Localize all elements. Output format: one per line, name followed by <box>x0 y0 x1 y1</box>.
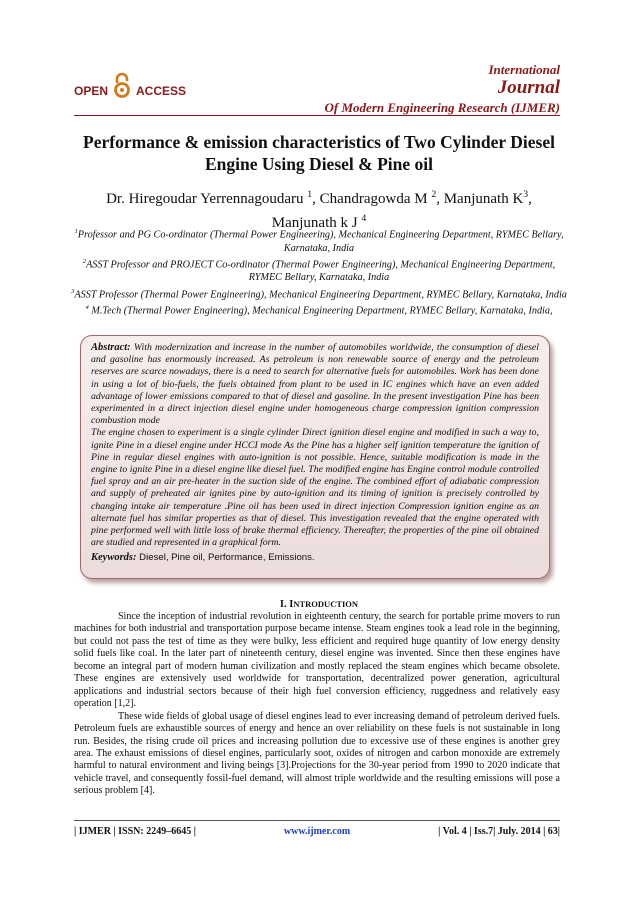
author-1: Dr. Hiregoudar Yerrennagoudaru <box>106 191 304 207</box>
header-divider <box>74 115 560 116</box>
page-footer <box>74 826 560 837</box>
journal-full-name: Of Modern Engineering Research (IJMER) <box>324 100 560 115</box>
affiliation-2 <box>66 255 572 285</box>
abstract-para-2: The engine chosen to experiment is a single cylinder Direct ignition diesel engine and modified in such a way to, ignite Pine in a diesel engine under HCCI mode As the Pine has a higher self ignition temperature the ignition of Pine in regular diesel engines with auto-ignition is not possible. Hence, suitable modification is made in the engine to ignite Pine in a diesel engine like diesel fuel. The modified engine has Engine control module controlled fuel spray and an air pre-heater in the suction side of the engine. The combined effort of adiabatic compression and supply of preheated air ignites pine by auto-ignition and its timing of ignition is precisely controlled by changing intake air temperature .Pine oil has been used in direct injection Compression ignition engine as an alternate fuel has similar properties as that of diesel. This investigation revealed that the engine operated with pine performed well with little loss of brake thermal efficiency. Thereafter, the properties of the pine oil obtained are studied and represented in a graphical form. <box>91 427 539 549</box>
journal-word: Journal <box>497 77 560 98</box>
body-paragraph-1: Since the inception of industrial revolution in eighteenth century, the search for portable prime movers to run machines for both industrial and transportation purpose became intense. Steam engines took a lead role in the beginning, but could not pass the test of time as they were bulky, less efficient and required huge quantity of low energy density solid fuels like coal. In the later part of nineteenth century, diesel engine was invented. Since then these engines have become an integral part of modern human civilization and mostly replaced the steam engines which became obsolete. These engines are extensively used worldwide for transportation, decentralized power generation, agricultural applications and industrial sectors because of their high fuel conversion efficiency, ruggedness and relatively easy operation [1,2]. <box>74 611 560 710</box>
abstract-para-1 <box>91 342 539 427</box>
affiliation-4-num: 4 <box>85 304 89 312</box>
paper-title <box>60 131 578 175</box>
footer-website-link[interactable]: www.ijmer.com <box>283 826 351 837</box>
keywords-line <box>91 552 539 564</box>
section-title <box>289 599 358 610</box>
journal-international: International <box>488 62 560 77</box>
affiliation-1 <box>66 225 572 255</box>
author-4: Manjunath k J <box>271 215 358 231</box>
title-line-1: Performance & emission characteristics of Two Cylinder Diesel <box>83 132 555 152</box>
affiliation-4-text: M.Tech (Thermal Power Engineering), Mechanical Engineering Department, RYMEC Bellary, Karnataka, India, <box>88 305 553 317</box>
keywords-label: Keywords: <box>91 552 137 564</box>
author-1-sup: 1 <box>307 189 313 200</box>
abstract-label: Abstract: <box>91 342 131 353</box>
section-title-initial: I <box>289 599 294 610</box>
affiliations <box>66 225 572 318</box>
affiliation-3 <box>66 285 572 302</box>
affiliation-4 <box>52 301 586 318</box>
section-number: I. <box>279 599 287 610</box>
open-access-right-text: ACCESS <box>136 84 187 98</box>
footer-divider <box>74 820 560 821</box>
affiliation-2-num: 2 <box>82 257 87 265</box>
body-paragraph-2: These wide fields of global usage of diesel engines lead to ever increasing demand of petroleum derived fuels. Petroleum fuels are exhaustible sources of energy and hence an over reliability on these fuels is not sustainable in long run. Besides, the rising crude oil prices and increasing pollution due to excessive use of these engines is another grey area. The exhaust emissions of diesel engines, particularly soot, oxides of nitrogen and carbon monoxide are extremely harmful to natural environment and living beings [3].Projections for the 30-year period from 1990 to 2020 indicate that vehicle travel, and consequently fossil-fuel demand, will almost triple worldwide and the resulting emissions will pose a serious problem [4]. <box>74 710 560 797</box>
author-4-sup: 4 <box>361 213 367 224</box>
title-line-2: Engine Using Diesel & Pine oil <box>205 154 433 174</box>
author-3-sup: 3 <box>523 189 529 200</box>
affiliation-3-text: ASST Professor (Thermal Power Engineering), Mechanical Engineering Department, RYMEC Bellary, Karnataka, India <box>74 288 567 300</box>
affiliation-3-num: 3 <box>71 287 75 295</box>
section-title-rest: NTRODUCTION <box>293 599 359 609</box>
keywords-text: Diesel, Pine oil, Performance, Emissions. <box>139 552 315 564</box>
open-access-left-text: OPEN <box>74 84 109 98</box>
author-sep: , <box>528 191 532 207</box>
footer-volume: | Vol. 4 | Iss.7| July. 2014 | 63| <box>438 826 560 837</box>
open-access-logo <box>74 78 186 104</box>
affiliation-1-text: Professor and PG Co-ordinator (Thermal Power Engineering), Mechanical Engineering Department, RYMEC Bellary, Karnataka, India <box>77 229 564 254</box>
affiliation-1-num: 1 <box>74 228 78 235</box>
introduction-body <box>74 611 560 798</box>
footer-issn: | IJMER | ISSN: 2249–6645 | <box>74 826 196 837</box>
section-heading <box>60 599 578 610</box>
abstract-text-1: With modernization and increase in the number of automobiles worldwide, the consumption of diesel and gasoline has enormously increased. As petroleum is non renewable source of energy and the petroleum reserves are scarce nowadays, there is a need to search for alternative fuels for automobiles. Work has been done in using a lot of bio-fuels, the fuels obtained from plant to be used in IC engines which have an even added advantage of lower emissions compared to that of diesel and gasoline. In the present investigation Pine has been experimented in a direct injection diesel engine under homogeneous charge compression ignition compression combustion mode <box>91 342 540 427</box>
author-3: , Manjunath K <box>436 191 524 207</box>
author-2: , Chandragowda M <box>312 191 428 207</box>
journal-name-block <box>325 62 560 116</box>
journal-header <box>74 0 560 115</box>
author-2-sup: 2 <box>431 189 437 200</box>
abstract-box <box>80 335 550 579</box>
open-access-lock-icon <box>113 72 131 98</box>
affiliation-2-text: ASST Professor and PROJECT Co-ordinator (Thermal Power Engineering), Mechanical Engineering Department, RYMEC Bellary, Karnataka, India <box>86 259 556 284</box>
